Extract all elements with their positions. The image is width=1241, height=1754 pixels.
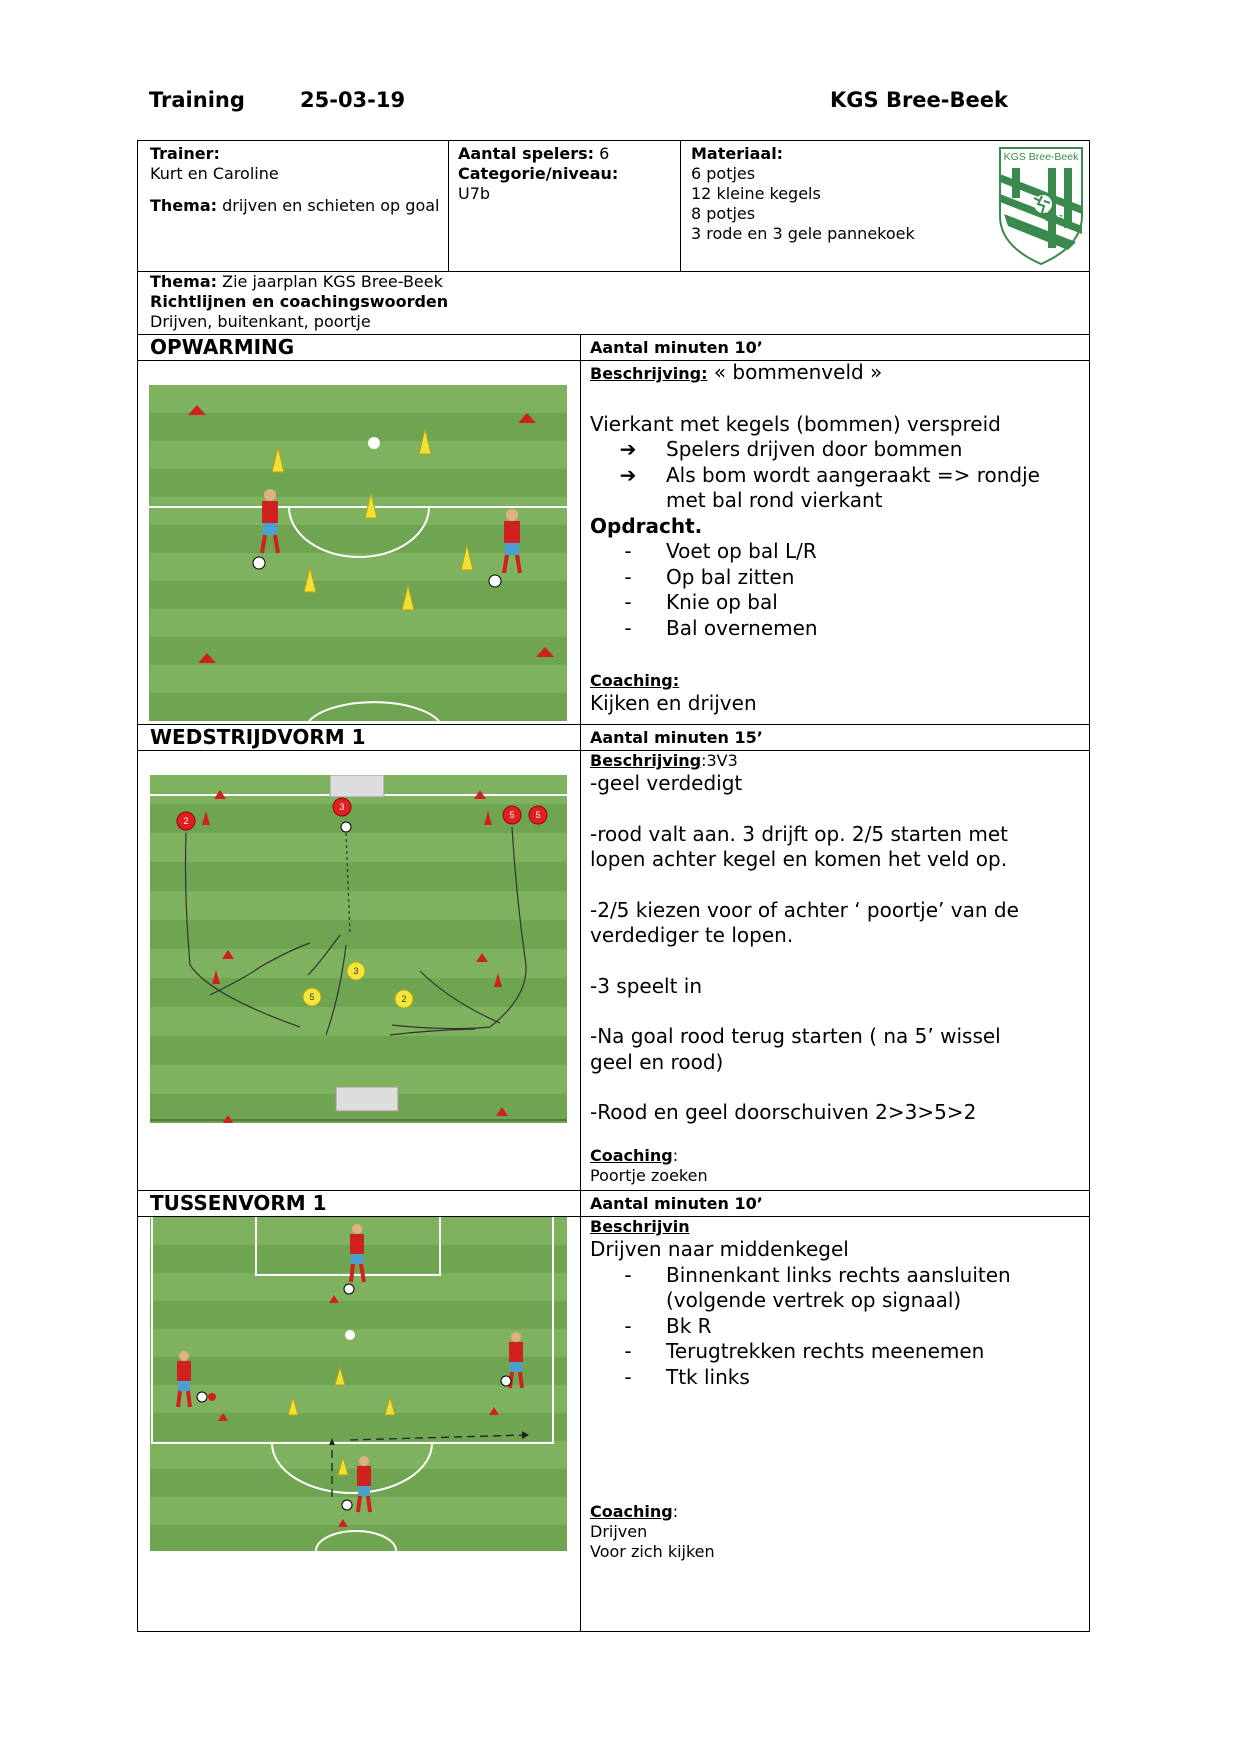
guidelines-value: Drijven, buitenkant, poortje [150, 312, 371, 331]
marker-y3: 3 [353, 966, 359, 976]
dash: - [624, 1313, 632, 1338]
theme-label: Thema: [150, 196, 218, 215]
warmup-task: Voet op bal L/R [666, 539, 817, 563]
marker-r6: 5 [535, 810, 541, 820]
logo-year: 2017 [1045, 214, 1063, 223]
section-title-match: WEDSTRIJDVORM 1 [150, 725, 366, 749]
match-coaching-colon: : [672, 1145, 679, 1165]
players-value: 6 [599, 144, 610, 163]
logo-text: KGS Bree-Beek [1003, 151, 1079, 163]
dash: - [624, 1364, 632, 1389]
marker-r3: 3 [339, 802, 345, 812]
section-minutes-match: Aantal minuten 15’ [590, 728, 763, 747]
match-line: -3 speelt in [590, 973, 703, 998]
intermediate-item: Bk R [666, 1313, 712, 1338]
warmup-arrow-item: met bal rond vierkant [666, 488, 883, 512]
intermediate-description [590, 1217, 1080, 1562]
theme2-cell [150, 272, 1050, 332]
marker-r5: 5 [509, 810, 515, 820]
warmup-task-label: Opdracht. [590, 513, 703, 538]
match-line: -Na goal rood terug starten ( na 5’ wissel [590, 1024, 1001, 1048]
header-title: Training [149, 88, 245, 112]
warmup-arrow-item: Spelers drijven door bommen [666, 437, 963, 461]
intermediate-item: Binnenkant links rechts aansluiten [666, 1262, 1011, 1287]
intermediate-item: (volgende vertrek op signaal) [666, 1288, 962, 1312]
dash: - [624, 564, 632, 589]
marker-y2: 2 [401, 994, 407, 1004]
header-club: KGS Bree-Beek [830, 88, 1008, 112]
warmup-line1: Vierkant met kegels (bommen) verspreid [590, 411, 1001, 436]
section-title-warmup: OPWARMING [150, 335, 295, 359]
warmup-task: Knie op bal [666, 590, 778, 614]
warmup-task: Bal overnemen [666, 615, 818, 640]
material-cell [691, 144, 991, 244]
intermediate-item: Ttk links [666, 1364, 750, 1389]
intermediate-line1: Drijven naar middenkegel [590, 1237, 849, 1261]
warmup-desc-value: « bommenveld » [707, 360, 883, 384]
section-minutes-intermediate: Aantal minuten 10’ [590, 1194, 763, 1213]
intermediate-coaching-line: Voor zich kijken [590, 1542, 715, 1561]
warmup-desc-label: Beschrijving: [590, 364, 708, 383]
warmup-coaching-label: Coaching: [590, 671, 680, 690]
warmup-description [590, 360, 1080, 717]
intermediate-item: Terugtrekken rechts meenemen [666, 1339, 985, 1363]
match-desc-label: Beschrijving [590, 751, 702, 770]
material-item: 6 potjes [691, 164, 756, 183]
trainer-cell [150, 144, 440, 216]
match-line: -rood valt aan. 3 drijft op. 2/5 starten met [590, 821, 1009, 846]
training-sheet [137, 140, 1090, 1632]
match-line: lopen achter kegel en komen het veld op. [590, 847, 1008, 871]
intermediate-desc-label: Beschrijvin [590, 1217, 690, 1236]
theme-value: drijven en schieten op goal [222, 196, 440, 215]
arrow-icon: ➔ [619, 462, 637, 487]
marker-r2: 2 [183, 816, 189, 826]
intermediate-coaching-label: Coaching [590, 1502, 673, 1521]
marker-y5: 5 [309, 992, 315, 1002]
warmup-coaching-value: Kijken en drijven [590, 691, 757, 715]
dash: - [624, 539, 632, 563]
match-coaching-label: Coaching [590, 1145, 673, 1165]
theme2-value: Zie jaarplan KGS Bree-Beek [222, 272, 443, 291]
players-cell [458, 144, 673, 204]
material-item: 8 potjes [691, 204, 756, 223]
match-line: -2/5 kiezen voor of achter ‘ poortje’ van de [590, 897, 1019, 922]
header-date: 25-03-19 [300, 88, 406, 112]
dash: - [624, 615, 632, 640]
trainer-value: Kurt en Caroline [150, 164, 279, 183]
players-label: Aantal spelers: [458, 144, 595, 163]
section-title-intermediate: TUSSENVORM 1 [150, 1191, 327, 1215]
match-line: geel en rood) [590, 1049, 724, 1074]
material-label: Materiaal: [691, 144, 784, 163]
theme2-label: Thema: [150, 272, 218, 291]
dash: - [624, 1262, 632, 1287]
match-desc-value: :3V3 [701, 751, 738, 770]
match-description [590, 751, 1080, 1186]
dash: - [624, 1339, 632, 1363]
match-line: -geel verdedigt [590, 771, 743, 795]
match-diagram [150, 775, 567, 1123]
material-item: 12 kleine kegels [691, 184, 821, 203]
warmup-diagram [149, 385, 567, 721]
club-logo [998, 146, 1084, 266]
guidelines-label: Richtlijnen en coachingswoorden [150, 292, 449, 311]
warmup-task: Op bal zitten [666, 564, 795, 589]
intermediate-coaching-colon: : [672, 1502, 679, 1521]
match-line: verdediger te lopen. [590, 923, 794, 947]
trainer-label: Trainer: [150, 144, 220, 163]
section-minutes-warmup: Aantal minuten 10’ [590, 338, 763, 357]
intermediate-diagram [150, 1217, 567, 1551]
match-coaching-value: Poortje zoeken [590, 1165, 708, 1185]
intermediate-coaching-line: Drijven [590, 1522, 648, 1541]
category-label: Categorie/niveau: [458, 164, 619, 183]
arrow-icon: ➔ [619, 437, 637, 461]
category-value: U7b [458, 184, 491, 203]
warmup-arrow-item: Als bom wordt aangeraakt => rondje [666, 462, 1040, 487]
dash: - [624, 590, 632, 614]
match-line: -Rood en geel doorschuiven 2>3>5>2 [590, 1100, 977, 1124]
material-item: 3 rode en 3 gele pannekoek [691, 224, 915, 243]
